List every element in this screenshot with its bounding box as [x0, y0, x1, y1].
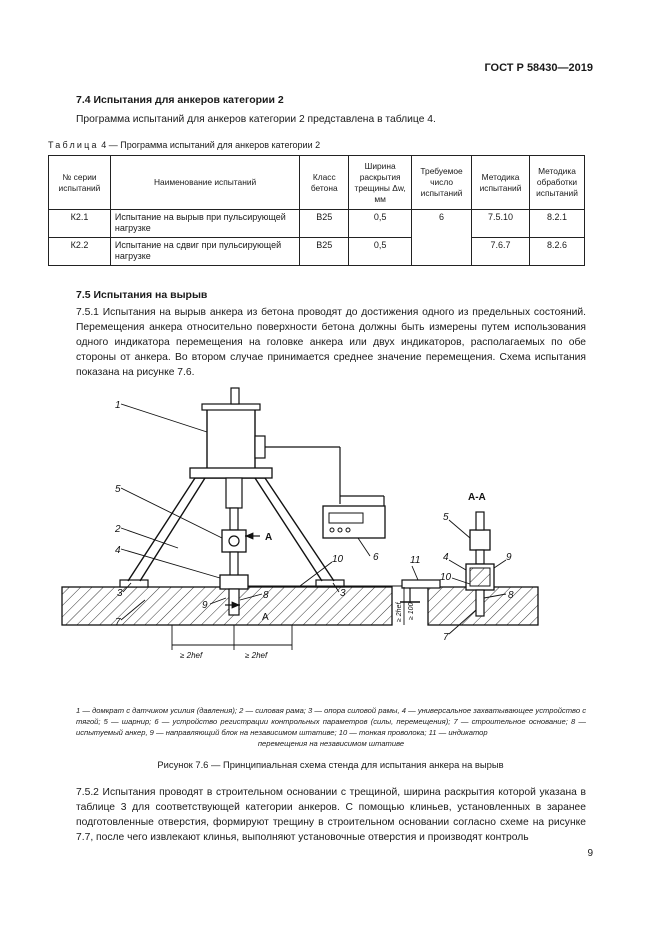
header-method: Методика испытаний — [472, 156, 530, 210]
figure-caption: Рисунок 7.6 — Принципиальная схема стенда для испытания анкера на вырыв — [157, 759, 504, 770]
cell-method: 7.5.10 — [472, 210, 530, 238]
label-3a: 3 — [117, 588, 123, 599]
label-2: 2 — [115, 524, 121, 535]
section-heading-7-5: 7.5 Испытания на вырыв — [76, 289, 208, 301]
label-11: 11 — [410, 555, 421, 566]
cell-method: 7.6.7 — [472, 238, 530, 266]
header-concrete: Класс бетона — [300, 156, 349, 210]
table-caption-prefix: Таблица — [48, 140, 99, 150]
label-6: 6 — [373, 552, 379, 563]
section-label-4: 4 — [443, 552, 449, 563]
paragraph-7-5-2: 7.5.2 Испытания проводят в строительном основании с трещиной, ширина раскрытия которой указана в таблице 3 для соответствующей категории анкеров. С помощью клиньев, установленных в заранее подготовленные отверстия, формируют трещину в строительном основании согласно схеме на рисунке 7.7, после чего извлекают клинья, выполняют установочные отверстия и производят контроль — [76, 787, 586, 843]
standard-code: ГОСТ Р 58430—2019 — [484, 62, 593, 74]
section-label-8: 8 — [508, 590, 514, 601]
cell-count: 6 — [412, 210, 472, 238]
section-label-5: 5 — [443, 512, 449, 523]
cell-series: К2.2 — [49, 238, 111, 266]
cell-concrete: В25 — [300, 238, 349, 266]
legend-tail: перемещения на независимом штативе — [257, 739, 405, 748]
dim-vertical-a: ≥ 2hef — [396, 602, 403, 622]
header-processing: Методика обработки испытаний — [529, 156, 584, 210]
section-label-10: 10 — [440, 572, 452, 583]
label-5: 5 — [115, 484, 121, 495]
label-1: 1 — [115, 400, 121, 411]
label-8: 8 — [263, 590, 269, 601]
arrow-a-lower: А — [262, 612, 269, 623]
cell-name: Испытание на вырыв при пульсирующей нагрузке — [110, 210, 299, 238]
header-count: Требуемое число испытаний — [412, 156, 472, 210]
page-number: 9 — [587, 848, 593, 859]
label-7: 7 — [115, 617, 121, 628]
label-4: 4 — [115, 545, 121, 556]
cell-processing: 8.2.6 — [529, 238, 584, 266]
cell-crack: 0,5 — [349, 210, 412, 238]
table-caption-text: 4 — Программа испытаний для анкеров категории 2 — [101, 140, 321, 150]
dim-right: ≥ 2hef — [245, 651, 268, 660]
section-label-9: 9 — [506, 552, 512, 563]
cell-name: Испытание на сдвиг при пульсирующей нагрузке — [110, 238, 299, 266]
section-7-4-intro: Программа испытаний для анкеров категории 2 представлена в таблице 4. — [76, 114, 436, 125]
header-crack: Ширина раскрытия трещины Δw, мм — [349, 156, 412, 210]
dim-vertical-b: ≥ 100 — [408, 602, 415, 620]
label-9: 9 — [202, 600, 208, 611]
cell-processing: 8.2.1 — [529, 210, 584, 238]
section-title: А-А — [468, 492, 486, 503]
header-name: Наименование испытаний — [110, 156, 299, 210]
section-heading-7-4: 7.4 Испытания для анкеров категории 2 — [76, 94, 284, 106]
section-label-7: 7 — [443, 632, 449, 643]
cell-crack: 0,5 — [349, 238, 412, 266]
header-series: № серии испытаний — [49, 156, 111, 210]
figure-legend — [76, 705, 586, 749]
arrow-a-upper: А — [265, 532, 273, 543]
dim-left: ≥ 2hef — [180, 651, 203, 660]
cell-series: К2.1 — [49, 210, 111, 238]
cell-concrete: В25 — [300, 210, 349, 238]
legend-text: 1 — домкрат с датчиком усилия (давления); 2 — силовая рама; 3 — опора силовой рамы, 4 — универсальное захватывающее устройство с тягой; 5 — шарнир; 6 — устройство регистрации контрольных параметров (силы, перемещения); 7 — строительное основание; 8 — испытуемый анкер, 9 — направляющий блок на независимом штативе; 10 — тонкая проволока; 11 — индикатор — [76, 706, 586, 737]
label-10: 10 — [332, 554, 344, 565]
paragraph-7-5-1: 7.5.1 Испытания на вырыв анкера из бетона проводят до достижения одного из предельных состояний. Перемещения анкера относительно поверхности бетона должны быть измерены путем использования одного индикатора перемещения на головке анкера или двух индикаторов, располагаемых по обе стороны от анкера. Во втором случае принимается среднее значение перемещения. Схема испытания показана на рисунке 7.6. — [76, 307, 586, 378]
label-3b: 3 — [340, 588, 346, 599]
